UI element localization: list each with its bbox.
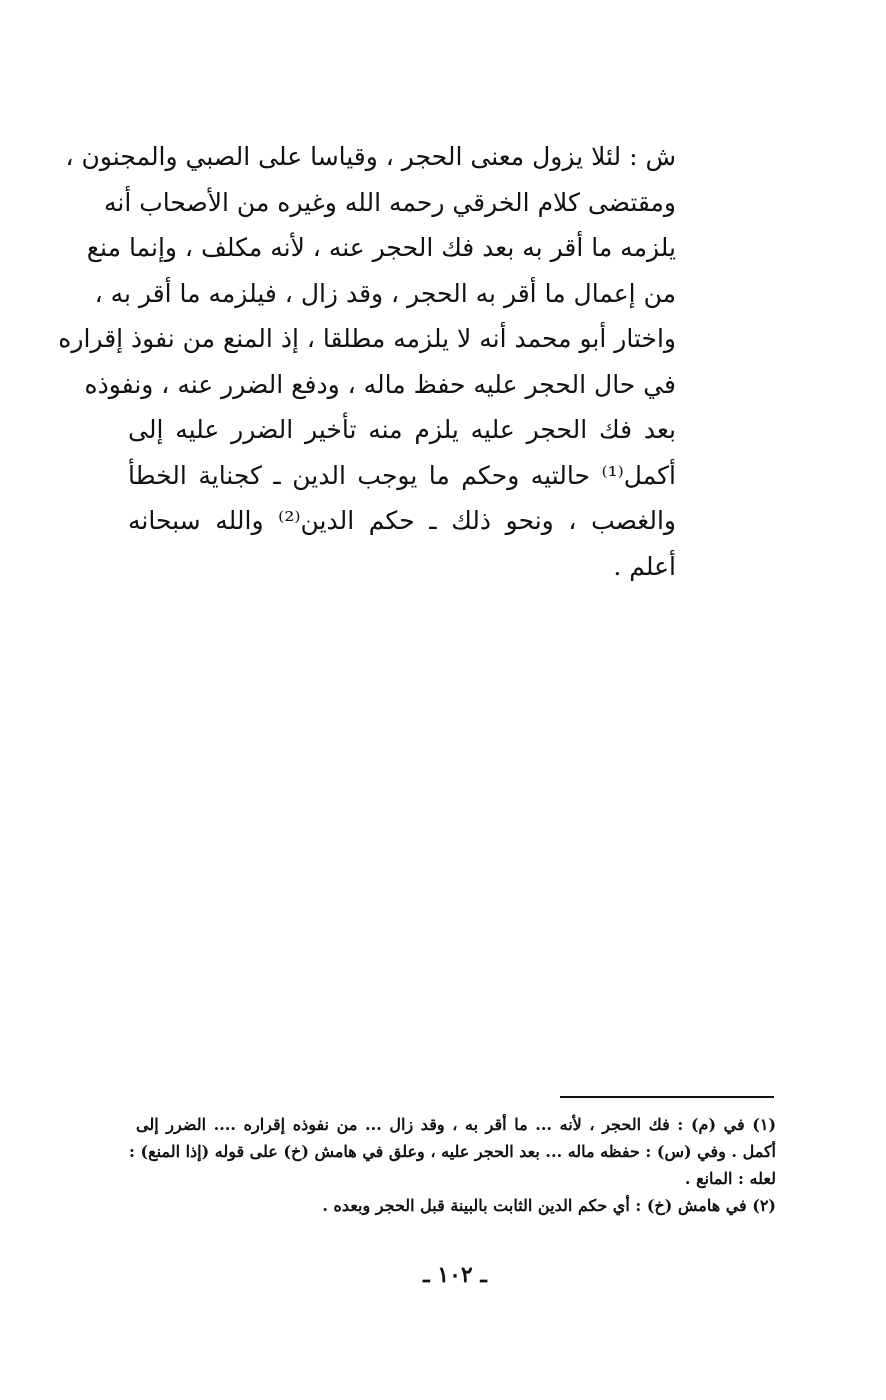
page-number: ـ ١٠٢ ـ <box>423 1262 487 1288</box>
footnote-line: أكمل . وفي (س) : حفظه ماله ... بعد الحجر عليه ، وعلق في هامش (خ) على قوله (إذا المنع) : <box>129 1142 776 1161</box>
body-line: ش : لئلا يزول معنى الحجر ، وقياسا على الصبي والمجنون ، <box>65 142 676 171</box>
body-line: يلزمه ما أقر به بعد فك الحجر عنه ، لأنه مكلف ، وإنما منع <box>86 233 676 262</box>
body-line: في حال الحجر عليه حفظ ماله ، ودفع الضرر عنه ، ونفوذه <box>84 369 676 399</box>
body-line: أكمل⁽¹⁾ حالتيه وحكم ما يوجب الدين ـ كجناية الخطأ <box>128 460 676 490</box>
footnote-line: لعله : المانع . <box>684 1169 776 1188</box>
footnote-line: (٢) في هامش (خ) : أي حكم الدين الثابت بالبينة قبل الحجر وبعده . <box>322 1196 776 1215</box>
body-line: والغصب ، ونحو ذلك ـ حكم الدين⁽²⁾ والله سبحانه <box>128 506 676 535</box>
body-line: بعد فك الحجر عليه يلزم منه تأخير الضرر عليه إلى <box>128 415 676 444</box>
footnotes-section <box>129 1111 777 1219</box>
body-line: ومقتضى كلام الخرقي رحمه الله وغيره من الأصحاب أنه <box>104 187 676 217</box>
body-line: من إعمال ما أقر به الحجر ، وقد زال ، فيلزمه ما أقر به ، <box>94 278 676 308</box>
footnote-separator <box>560 1096 774 1098</box>
main-body-text <box>58 134 676 589</box>
body-line: أعلم . <box>613 551 676 581</box>
body-line: واختار أبو محمد أنه لا يلزمه مطلقا ، إذ المنع من نفوذ إقراره <box>58 324 676 353</box>
footnote-line: (١) في (م) : فك الحجر ، لأنه ... ما أقر به ، وقد زال ... من نفوذه إقراره .... الضرر إلى <box>136 1115 777 1134</box>
